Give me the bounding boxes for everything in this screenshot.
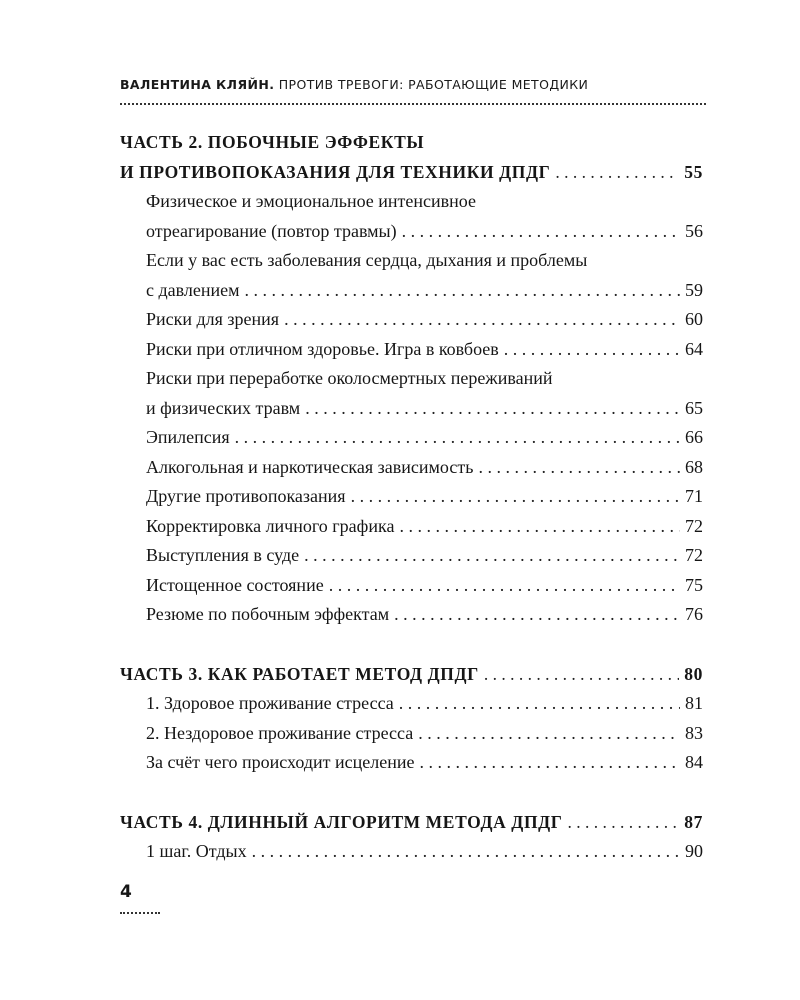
- dot-leader: [418, 719, 680, 749]
- toc-entry-title: 2. Нездоровое проживание стресса: [146, 722, 414, 743]
- toc-page-number: 80: [684, 663, 703, 684]
- toc-entry-title: Риски при отличном здоровье. Игра в ковбоев: [146, 338, 499, 359]
- toc-page-number: 75: [685, 574, 703, 595]
- toc-entry: [120, 276, 703, 306]
- toc-entry: [120, 571, 703, 601]
- toc-entry-title: Резюме по побочным эффектам: [146, 604, 390, 624]
- footer-dotted-rule: [120, 912, 160, 914]
- dot-leader: [351, 482, 680, 512]
- dot-leader: [394, 600, 680, 630]
- toc-page-number: 72: [685, 545, 703, 565]
- toc-page-number: 84: [685, 752, 703, 772]
- toc-page-number: 56: [685, 220, 703, 241]
- toc-part-heading: [120, 808, 703, 838]
- toc-entry: [120, 453, 703, 483]
- dot-leader: [329, 571, 680, 601]
- toc-entry-title: и физических травм: [146, 397, 301, 418]
- toc-entry-title: Алкогольная и наркотическая зависимость: [146, 456, 474, 477]
- toc-page-number: 90: [685, 841, 703, 861]
- dot-leader: [235, 423, 680, 453]
- toc-page-number: 65: [685, 397, 703, 418]
- section-gap: [120, 630, 703, 660]
- toc-entry: [120, 748, 703, 778]
- toc-entry: [120, 837, 703, 867]
- toc-entry-title: Физическое и эмоциональное интенсивное: [146, 191, 477, 211]
- toc-entry: [120, 394, 703, 424]
- toc-page-number: 71: [685, 486, 703, 506]
- running-head: [120, 77, 706, 92]
- toc-page-number: 55: [684, 161, 703, 182]
- toc-entry: [120, 187, 703, 217]
- toc-part-title: И ПРОТИВОПОКАЗАНИЯ ДЛЯ ТЕХНИКИ ДПДГ: [120, 161, 551, 182]
- page-number: 4: [120, 882, 132, 902]
- toc-entry: [120, 335, 703, 365]
- dot-leader: [555, 158, 679, 188]
- toc-entry: [120, 364, 703, 394]
- toc-entry-title: 1. Здоровое проживание стресса: [146, 693, 394, 713]
- dot-leader: [484, 660, 679, 690]
- dot-leader: [284, 305, 680, 335]
- toc-entry: [120, 689, 703, 719]
- dot-leader: [252, 837, 680, 867]
- toc-page-number: 59: [685, 279, 703, 300]
- toc-page-number: 72: [685, 515, 703, 536]
- toc-entry-title: 1 шаг. Отдых: [146, 841, 247, 861]
- toc-entry: [120, 719, 703, 749]
- toc-entry: [120, 512, 703, 542]
- toc-part-title: ЧАСТЬ 3. КАК РАБОТАЕТ МЕТОД ДПДГ: [120, 663, 479, 684]
- toc-entry-title: Если у вас есть заболевания сердца, дыхания и проблемы: [146, 250, 588, 270]
- dot-leader: [419, 748, 680, 778]
- toc-part-title: ЧАСТЬ 4. ДЛИННЫЙ АЛГОРИТМ МЕТОДА ДПДГ: [120, 811, 563, 832]
- toc-entry: [120, 217, 703, 247]
- running-head-title: ПРОТИВ ТРЕВОГИ: РАБОТАЮЩИЕ МЕТОДИКИ: [278, 77, 589, 92]
- toc-entry-title: Эпилепсия: [146, 427, 230, 447]
- section-gap: [120, 778, 703, 808]
- toc-entry-title: Риски для зрения: [146, 309, 280, 329]
- toc-page-number: 66: [685, 427, 703, 447]
- toc-part-title: ЧАСТЬ 2. ПОБОЧНЫЕ ЭФФЕКТЫ: [120, 132, 425, 152]
- dot-leader: [399, 512, 680, 542]
- toc-part-heading: [120, 158, 703, 188]
- toc-page-number: 68: [685, 456, 703, 477]
- header-dotted-rule: [120, 103, 706, 105]
- toc-entry: [120, 541, 703, 571]
- toc-part-heading: [120, 660, 703, 690]
- dot-leader: [304, 541, 680, 571]
- dot-leader: [399, 689, 680, 719]
- toc-entry: [120, 246, 703, 276]
- toc-page-number: 60: [685, 309, 703, 329]
- toc-entry: [120, 423, 703, 453]
- toc-entry-title: Корректировка личного графика: [146, 515, 395, 536]
- running-head-author: ВАЛЕНТИНА КЛЯЙН.: [120, 77, 275, 92]
- dot-leader: [568, 808, 680, 838]
- toc-entry: [120, 305, 703, 335]
- toc-page-number: 87: [684, 811, 703, 832]
- table-of-contents: [120, 128, 703, 867]
- toc-entry-title: За счёт чего происходит исцеление: [146, 752, 415, 772]
- toc-entry-title: отреагирование (повтор травмы): [146, 220, 397, 241]
- toc-entry: [120, 600, 703, 630]
- toc-entry: [120, 482, 703, 512]
- toc-page-number: 64: [685, 338, 703, 359]
- toc-part-heading: [120, 128, 703, 158]
- toc-entry-title: Выступления в суде: [146, 545, 300, 565]
- dot-leader: [402, 217, 680, 247]
- toc-page-number: 83: [685, 722, 703, 743]
- dot-leader: [245, 276, 680, 306]
- dot-leader: [305, 394, 680, 424]
- dot-leader: [478, 453, 680, 483]
- dot-leader: [504, 335, 680, 365]
- toc-entry-title: Риски при переработке околосмертных переживаний: [146, 368, 553, 388]
- toc-entry-title: с давлением: [146, 279, 240, 300]
- toc-entry-title: Другие противопоказания: [146, 486, 346, 506]
- toc-page-number: 76: [685, 604, 703, 624]
- toc-page-number: 81: [685, 693, 703, 713]
- toc-entry-title: Истощенное состояние: [146, 574, 324, 595]
